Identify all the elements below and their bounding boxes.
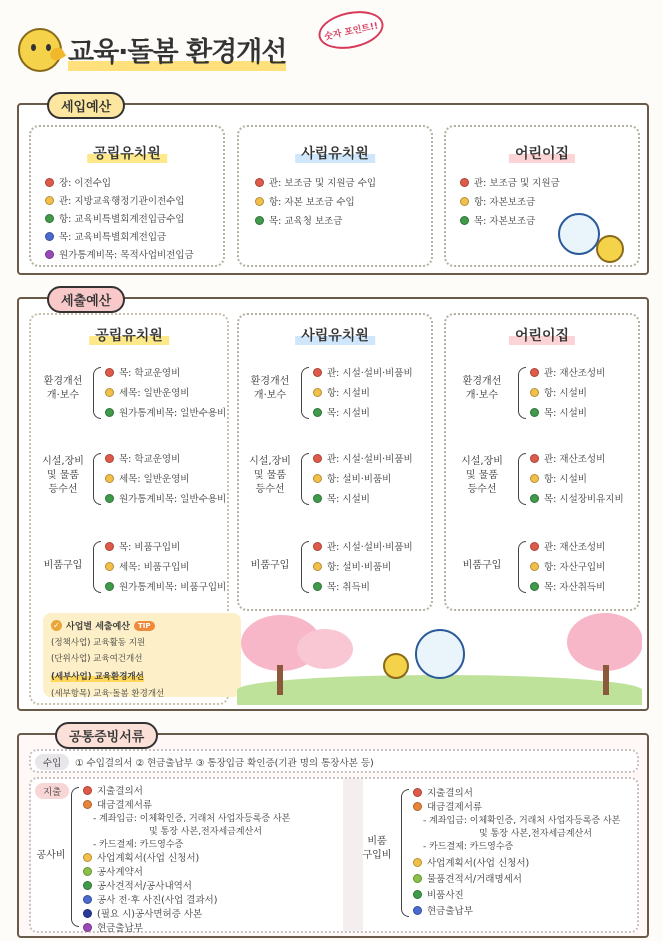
- list-item: 세목: 일반운영비: [105, 385, 189, 399]
- list-item: 공사 전·후 사진(사업 결과서): [83, 892, 217, 906]
- list-item: 현금출납부: [83, 920, 143, 934]
- blue-mascot-icon: [415, 629, 465, 679]
- brace: [518, 541, 526, 593]
- sub-line: 및 통장 사본,전자세금계산서: [149, 827, 262, 837]
- list-item: 목: 취득비: [313, 579, 370, 593]
- list-item: 사업계획서(사업 신청서): [413, 855, 529, 869]
- list-item: 대금결제서류: [413, 799, 482, 813]
- list-item: 관: 지방교육행정기관이전수입: [45, 193, 185, 207]
- page-header: [0, 0, 663, 90]
- card-public-kindergarten: [29, 125, 225, 267]
- group-label: 공사비: [36, 850, 66, 861]
- list-item: 공사견적서/공사내역서: [83, 878, 192, 892]
- list-item: 원가통계비목: 일반수용비: [105, 491, 226, 505]
- list-item: 항: 시설비: [530, 385, 587, 399]
- card-title: 사립유치원: [295, 143, 375, 163]
- list-item: 관: 재산조성비: [530, 539, 605, 553]
- list-item: 목: 시설비: [313, 491, 370, 505]
- expenditure-budget-section: [17, 294, 649, 711]
- note-line: (정책사업) 교육활동 지원: [51, 638, 146, 648]
- list-item: 목: 자본보조금: [460, 213, 535, 227]
- sub-line: - 계좌입금: 이체확인증, 거래처 사업자등록증 사본: [93, 814, 291, 824]
- list-item: 관: 시설·설비·비품비: [313, 539, 413, 553]
- list-item: 항: 자본보조금: [460, 194, 535, 208]
- brace: [71, 787, 79, 927]
- brace: [93, 541, 101, 593]
- list-item: 관: 보조금 및 지원금 수입: [255, 175, 376, 189]
- brace: [301, 453, 309, 505]
- section-tab-documents: 공통증빙서류: [55, 722, 158, 749]
- check-icon: ✓: [51, 620, 62, 631]
- list-item: 대금결제서류: [83, 797, 152, 811]
- group-label: 환경개선 개·보수: [250, 376, 290, 401]
- brace: [301, 541, 309, 593]
- list-item: 목: 시설비: [313, 405, 370, 419]
- list-item: 관: 시설·설비·비품비: [313, 451, 413, 465]
- list-item: 항: 교육비특별회계전입금수입: [45, 211, 185, 225]
- list-item: 항: 자본 보조금 수입: [255, 194, 355, 208]
- list-item: 목: 시설장비유지비: [530, 491, 624, 505]
- card-daycare: [444, 313, 640, 611]
- expense-box: [29, 777, 639, 933]
- list-item: 목: 비품구입비: [105, 539, 180, 553]
- sub-line: - 계좌입금: 이체확인증, 거래처 사업자등록증 사본: [423, 816, 621, 826]
- group-label: 비품구입: [43, 560, 83, 571]
- expense-label: 지출: [35, 783, 69, 799]
- list-item: 항: 설비·비품비: [313, 559, 391, 573]
- list-item: 항: 설비·비품비: [313, 471, 391, 485]
- page-title: 교육·돌봄 환경개선: [68, 30, 286, 69]
- brace: [518, 367, 526, 419]
- list-item: 사업계획서(사업 신청서): [83, 850, 199, 864]
- card-title: 어린이집: [509, 325, 575, 345]
- list-item: 현금출납부: [413, 903, 473, 917]
- card-daycare: [444, 125, 640, 267]
- mascot-icon: [18, 28, 62, 72]
- list-item: 목: 학교운영비: [105, 451, 180, 465]
- group-label: 비품구입: [250, 560, 290, 571]
- list-item: 세목: 일반운영비: [105, 471, 189, 485]
- card-private-kindergarten: [237, 313, 433, 611]
- group-label: 비품 구입비: [362, 836, 392, 861]
- list-item: 목: 자산취득비: [530, 579, 605, 593]
- sub-line: - 카드결제: 카드영수증: [423, 842, 514, 852]
- list-item: 목: 시설비: [530, 405, 587, 419]
- group-label: 시설,장비 및 물품 등수선: [461, 456, 503, 495]
- group-label: 시설,장비 및 물품 등수선: [42, 456, 84, 495]
- card-private-kindergarten: [237, 125, 433, 267]
- spring-scene-illustration: [237, 609, 642, 705]
- list-item: 항: 자산구입비: [530, 559, 605, 573]
- tip-badge: TIP: [134, 621, 155, 631]
- list-item: 관: 시설·설비·비품비: [313, 365, 413, 379]
- list-item: 공사계약서: [83, 864, 143, 878]
- list-item: 물품견적서/거래명세서: [413, 871, 522, 885]
- card-title: 공립유치원: [87, 143, 167, 163]
- group-label: 비품구입: [462, 560, 502, 571]
- yellow-mascot-icon: [596, 235, 624, 263]
- list-item: 관: 재산조성비: [530, 365, 605, 379]
- list-item: 원가통계비목: 비품구입비: [105, 579, 226, 593]
- revenue-budget-section: [17, 100, 649, 275]
- list-item: 장: 이전수입: [45, 175, 111, 189]
- sub-line: - 카드결제: 카드영수증: [93, 840, 184, 850]
- section-tab-expenditure: 세출예산: [47, 286, 125, 313]
- brace: [401, 789, 409, 917]
- list-item: 항: 시설비: [530, 471, 587, 485]
- blue-mascot-icon: [558, 213, 600, 255]
- note-box: [43, 613, 241, 697]
- brace: [93, 453, 101, 505]
- note-line: (세부사업) 교육환경개선: [51, 672, 144, 682]
- list-item: 목: 학교운영비: [105, 365, 180, 379]
- section-tab-revenue: 세입예산: [47, 92, 125, 119]
- list-item: (필요 시)공사면허증 사본: [83, 906, 202, 920]
- income-text: ① 수입결의서 ② 현금출납부 ③ 통장입금 확인증(기관 명의 통장사본 등): [75, 758, 374, 769]
- note-line: (단위사업) 교육여건개선: [51, 654, 143, 664]
- sub-line: 및 통장 사본,전자세금계산서: [479, 829, 592, 839]
- group-label: 환경개선 개·보수: [462, 376, 502, 401]
- list-item: 목: 교육청 보조금: [255, 213, 342, 227]
- point-badge: 숫자 포인트!!: [315, 6, 387, 55]
- list-item: 원가통계비목: 목적사업비전입금: [45, 247, 194, 261]
- list-item: 원가통계비목: 일반수용비: [105, 405, 226, 419]
- note-heading: 사업별 세출예산: [66, 622, 130, 632]
- group-label: 시설,장비 및 물품 등수선: [249, 456, 291, 495]
- card-title: 공립유치원: [89, 325, 169, 345]
- card-title: 어린이집: [509, 143, 575, 163]
- group-label: 환경개선 개·보수: [43, 376, 83, 401]
- brace: [518, 453, 526, 505]
- list-item: 비품사진: [413, 887, 464, 901]
- list-item: 지출결의서: [413, 785, 473, 799]
- brace: [93, 367, 101, 419]
- income-row-box: [29, 749, 639, 773]
- common-documents-section: [17, 730, 649, 938]
- list-item: 세목: 비품구입비: [105, 559, 189, 573]
- brace: [301, 367, 309, 419]
- list-item: 항: 시설비: [313, 385, 370, 399]
- yellow-mascot-icon: [383, 653, 409, 679]
- list-item: 관: 보조금 및 지원금: [460, 175, 560, 189]
- card-title: 사립유치원: [295, 325, 375, 345]
- income-label: 수입: [35, 754, 69, 770]
- list-item: 지출결의서: [83, 783, 143, 797]
- list-item: 목: 교육비특별회계전입금: [45, 229, 166, 243]
- note-line: (세부항목) 교육·돌봄 환경개선: [51, 689, 165, 699]
- list-item: 관: 재산조성비: [530, 451, 605, 465]
